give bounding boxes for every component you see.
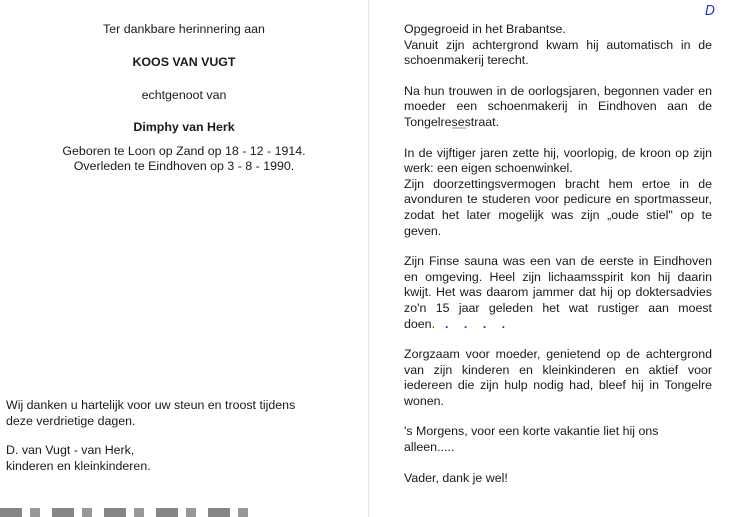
paragraph-shop [404,146,712,240]
spouse-name: Dimphy van Herk [133,120,235,134]
thanks-line-2: deze verdrietige dagen. [6,413,136,428]
paragraph-upbringing [404,22,712,69]
card-fold-line [368,0,369,517]
paragraph-morning [404,424,712,455]
signature-line-1: D. van Vugt - van Herk, [6,443,135,457]
paragraph-marriage [404,84,712,131]
paragraph-farewell-text: Vader, dank je wel! [404,470,508,485]
paragraph-upbringing-text: Opgegroeid in het Brabantse. Vanuit zijn achtergrond kwam hij automatisch in de schoenmakerij terecht. [404,22,712,68]
paragraph-morning-text: 's Morgens, voor een korte vakantie liet hij ons alleen..... [404,424,659,455]
handwritten-mark: D [705,4,716,19]
birth-line: Geboren te Loon op Zand op 18 - 12 - 1914. [62,144,306,158]
paragraph-marriage-text: Na hun trouwen in de oorlogsjaren, begonnen vader en moeder een schoenmakerij in Eindhoven aan de Tongelresestraat. [404,83,712,129]
death-line: Overleden te Eindhoven op 3 - 8 - 1990. [73,159,295,173]
handwritten-dots: . . . . [445,316,512,331]
signature-line-2: kinderen en kleinkinderen. [6,458,151,473]
relation-text: echtgenoot van [141,88,227,102]
right-panel [404,22,712,501]
signature-block [6,443,336,474]
deceased-name: KOOS VAN VUGT [132,55,236,69]
paragraph-caring [404,347,712,409]
paragraph-caring-text: Zorgzaam voor moeder, genietend op de achtergrond van zijn kinderen en kleinkinderen en aktief voor iedereen die zijn hulp nodig had, bleef hij in Tongelre wonen. [404,347,712,408]
paragraph-sauna [404,254,712,332]
thanks-line-1: Wij danken u hartelijk voor uw steun en troost tijdens [6,398,296,412]
paragraph-sauna-text: Zijn Finse sauna was een van de eerste in Eindhoven en omgeving. Heel zijn lichaamsspirit kon hij daarin kwijt. Het was daarom jammer dat hij op doktersadvies zo'n 15 jaar geleden het wat rustiger aan moest doen. [404,254,712,331]
scan-artifact-stripe [0,508,260,517]
thanks-block [6,398,336,429]
intro-text: Ter dankbare herinnering aan [103,22,265,36]
paragraph-shop-text: In de vijftiger jaren zette hij, voorlopig, de kroon op zijn werk: een eigen schoenwinkel. Zijn doorzettingsvermogen bracht hem ertoe in de avonduren te studeren voor pedicure en sportmasseur, zodat het later mogelijk was zijn „oude stiel" op te geven. [404,145,712,238]
paragraph-farewell [404,471,712,487]
